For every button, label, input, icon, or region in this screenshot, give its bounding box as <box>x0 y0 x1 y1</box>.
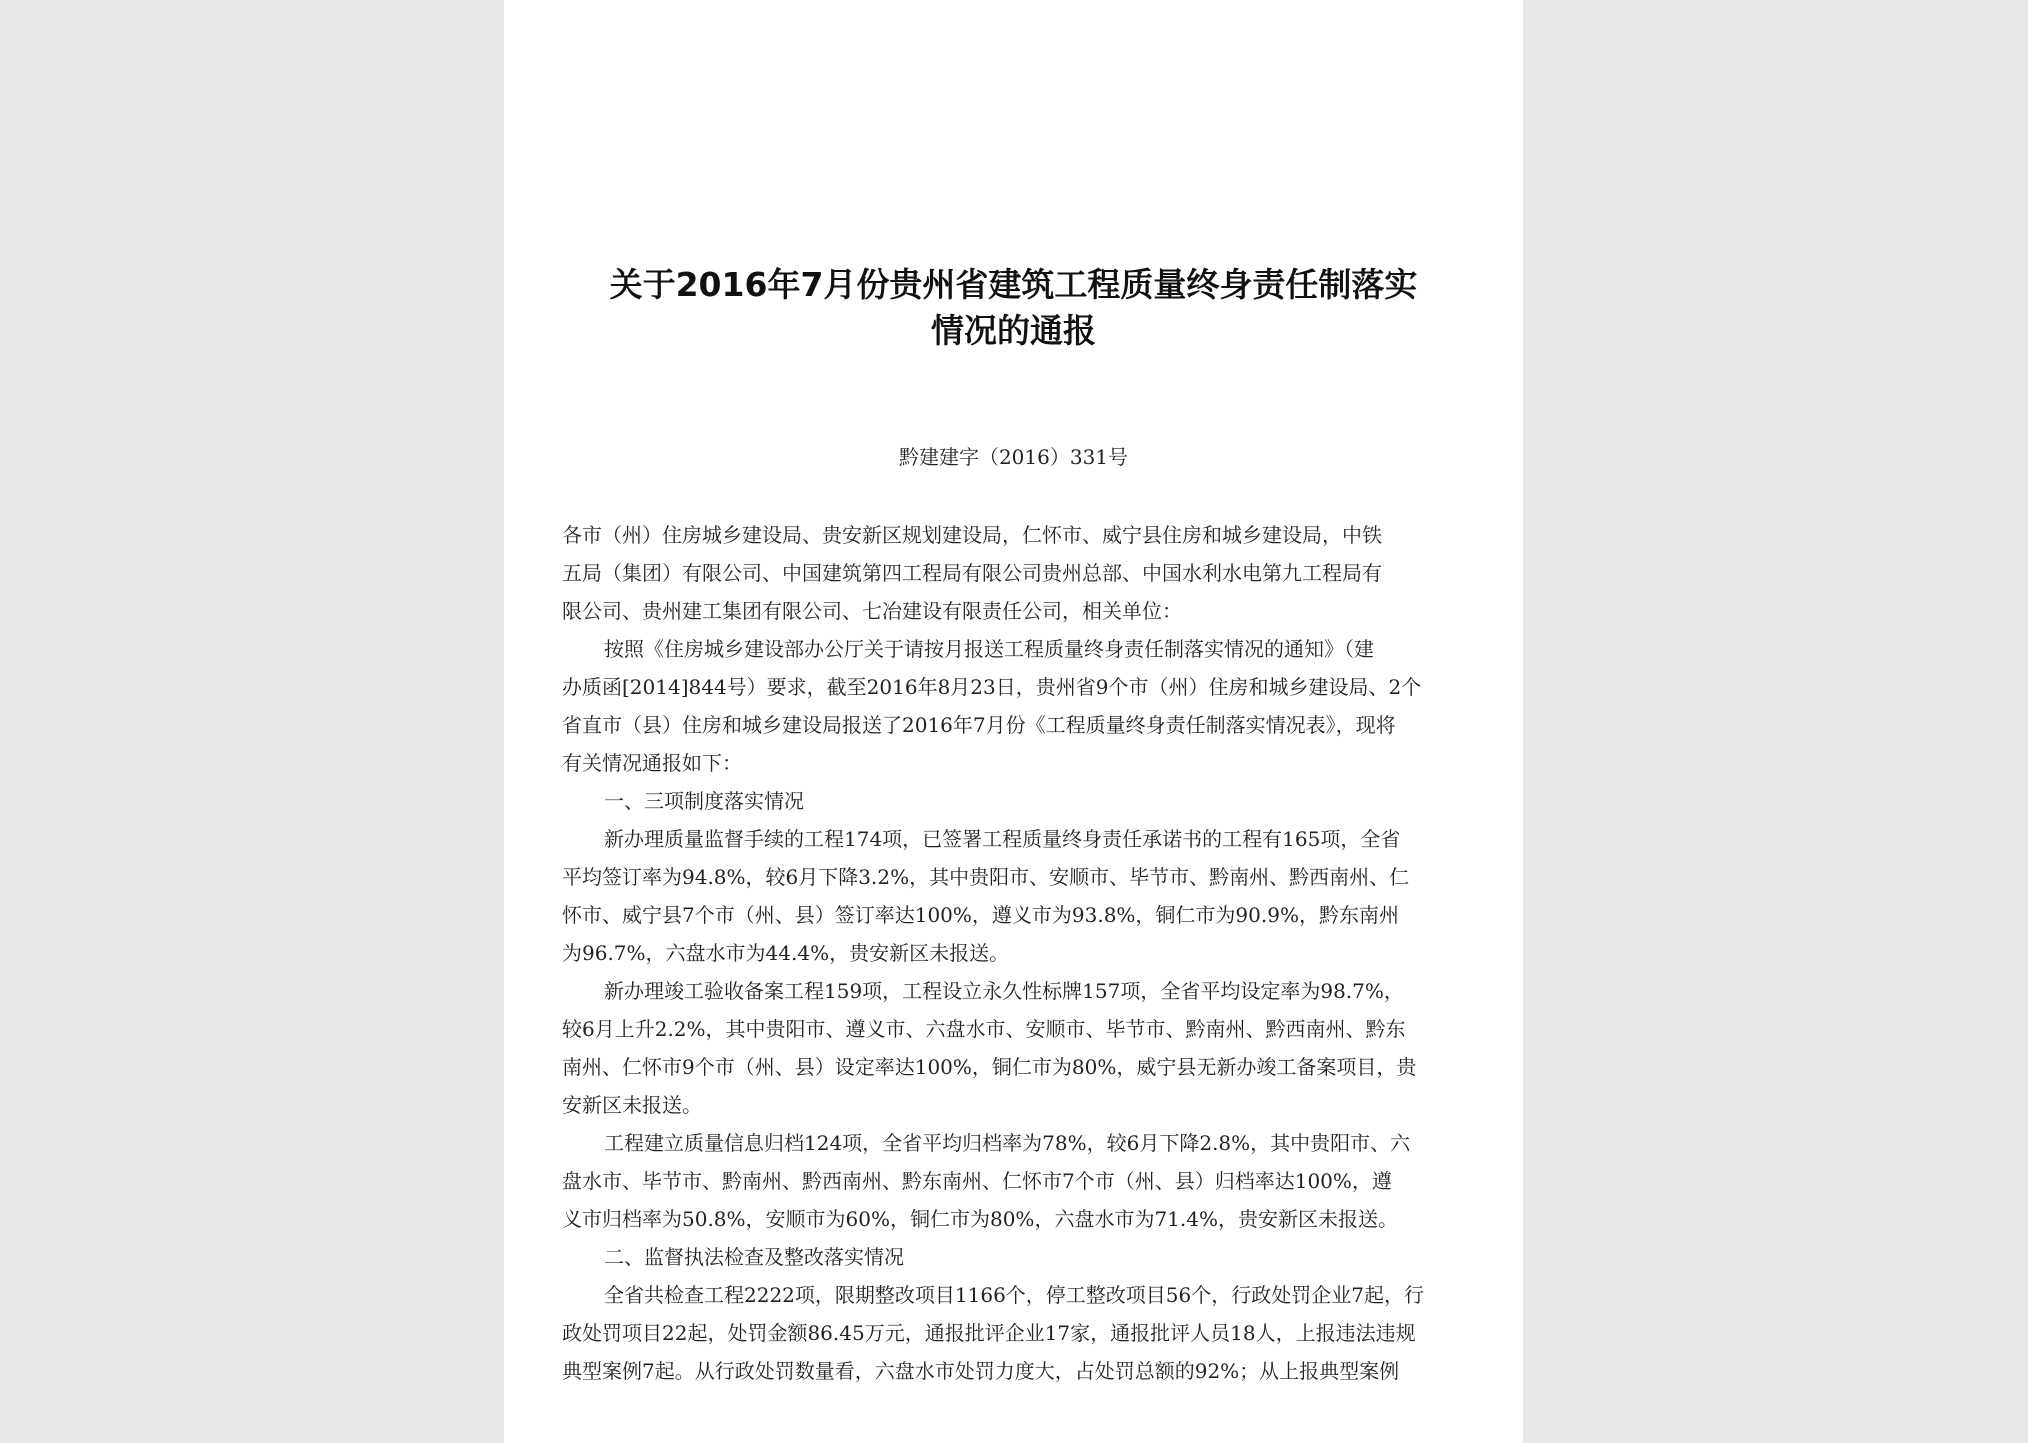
body-line: 工程建立质量信息归档124项，全省平均归档率为78%，较6月下降2.8%，其中贵阳市、六 <box>604 1131 1411 1155</box>
section-heading-2: 二、监督执法检查及整改落实情况 <box>604 1245 904 1269</box>
body-line: 各市（州）住房城乡建设局、贵安新区规划建设局，仁怀市、威宁县住房和城乡建设局，中铁 <box>562 523 1382 547</box>
body-line: 较6月上升2.2%，其中贵阳市、遵义市、六盘水市、安顺市、毕节市、黔南州、黔西南州、黔东 <box>562 1017 1406 1041</box>
body-line: 典型案例7起。从行政处罚数量看，六盘水市处罚力度大，占处罚总额的92%；从上报典型案例 <box>562 1359 1400 1383</box>
body-line: 南州、仁怀市9个市（州、县）设定率达100%，铜仁市为80%，威宁县无新办竣工备案项目，贵 <box>562 1055 1417 1079</box>
body-line: 有关情况通报如下： <box>562 751 742 775</box>
body-line: 五局（集团）有限公司、中国建筑第四工程局有限公司贵州总部、中国水利水电第九工程局有 <box>562 561 1382 585</box>
body-line: 义市归档率为50.8%，安顺市为60%，铜仁市为80%，六盘水市为71.4%，贵安新区未报送。 <box>562 1207 1398 1231</box>
title-line-1: 关于2016年7月份贵州省建筑工程质量终身责任制落实 <box>609 265 1418 304</box>
body-line: 盘水市、毕节市、黔南州、黔西南州、黔东南州、仁怀市7个市（州、县）归档率达100%，遵 <box>562 1169 1392 1193</box>
document-page <box>504 0 1523 1443</box>
body-line: 为96.7%，六盘水市为44.4%，贵安新区未报送。 <box>562 941 1010 965</box>
body-line: 省直市（县）住房和城乡建设局报送了2016年7月份《工程质量终身责任制落实情况表》，现将 <box>562 713 1396 737</box>
body-line: 平均签订率为94.8%，较6月下降3.2%，其中贵阳市、安顺市、毕节市、黔南州、黔西南州、仁 <box>562 865 1410 889</box>
body-line: 怀市、威宁县7个市（州、县）签订率达100%，遵义市为93.8%，铜仁市为90.9%，黔东南州 <box>562 903 1399 927</box>
body-line: 全省共检查工程2222项，限期整改项目1166个，停工整改项目56个，行政处罚企业7起，行 <box>604 1283 1424 1307</box>
body-line: 办质函[2014]844号）要求，截至2016年8月23日，贵州省9个市（州）住房和城乡建设局、2个 <box>562 675 1422 699</box>
body-line: 新办理竣工验收备案工程159项，工程设立永久性标牌157项，全省平均设定率为98.7%， <box>604 979 1404 1003</box>
title-line-2: 情况的通报 <box>931 311 1096 350</box>
document-number: 黔建建字（2016）331号 <box>898 445 1129 469</box>
body-line: 限公司、贵州建工集团有限公司、七冶建设有限责任公司，相关单位： <box>562 599 1182 623</box>
document-title <box>544 262 1483 354</box>
section-heading-1: 一、三项制度落实情况 <box>604 789 804 813</box>
body-line: 政处罚项目22起，处罚金额86.45万元，通报批评企业17家，通报批评人员18人，上报违法违规 <box>562 1321 1416 1345</box>
body-line: 安新区未报送。 <box>562 1093 702 1117</box>
body-line: 新办理质量监督手续的工程174项，已签署工程质量终身责任承诺书的工程有165项，全省 <box>604 827 1401 851</box>
body-line: 按照《住房城乡建设部办公厅关于请按月报送工程质量终身责任制落实情况的通知》（建 <box>604 637 1374 661</box>
